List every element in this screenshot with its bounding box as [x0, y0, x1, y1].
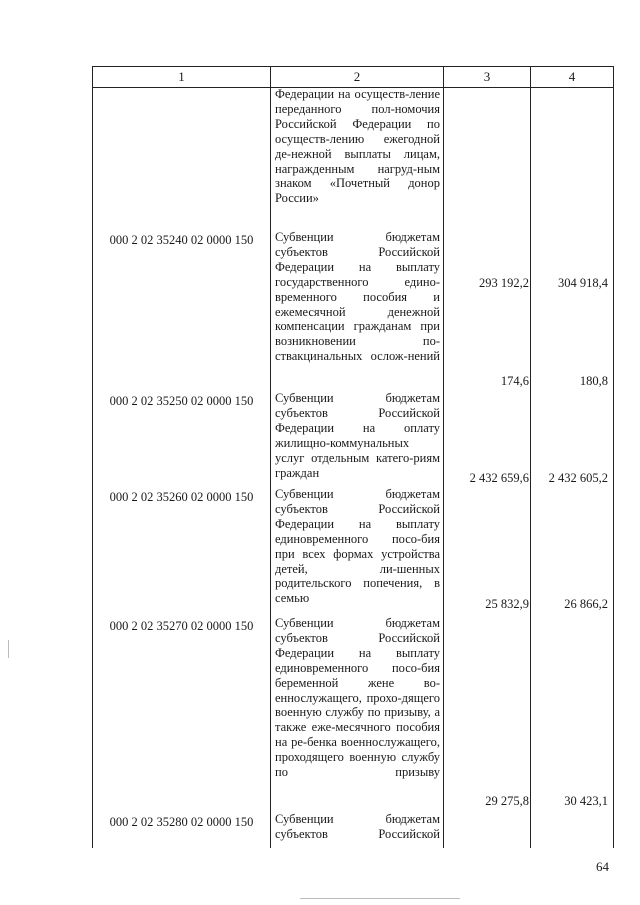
row-code: 000 2 02 35260 02 0000 150 [109, 490, 254, 504]
budget-table [92, 66, 614, 848]
row-code: 000 2 02 35280 02 0000 150 [109, 815, 254, 829]
column-divider [530, 67, 531, 848]
row-name: Субвенции бюджетам субъектов Российской Федерации на оплату жилищно-коммунальных услуг отдельным катего-риям граждан [275, 391, 440, 480]
row-code: 000 2 02 35240 02 0000 150 [109, 233, 254, 247]
row-name: Субвенции бюджетам субъектов Российской [275, 812, 440, 841]
header-col-2: 2 [353, 69, 361, 84]
row-value-col4: 30 423,1 [564, 794, 608, 808]
row-name: Субвенции бюджетам субъектов Российской Федерации на выплату единовременного посо-бия беременной жене во-еннослужащего, прохо-дящего военную службу по призыву, а также еже-месячного пособия на ре-бенка военнослужащего, проходящего военную службу по призыву [275, 616, 440, 780]
row-name: Субвенции бюджетам субъектов Российской Федерации на выплату государственного едино-временного пособия и ежемесячной денежной компенсации гражданам при возникновении по-ствакцинальных ослож-нений [275, 230, 440, 364]
row-name: Федерации на осуществ-ление переданного пол-номочия Российской Федерации по осуществ-лению ежегодной де-нежной выплаты лицам, награжденным нагруд-ным знаком «Почетный донор России» [275, 87, 440, 206]
column-divider [443, 67, 444, 848]
header-col-4: 4 [568, 69, 576, 84]
table-header [93, 67, 613, 88]
row-value-col3: 29 275,8 [485, 794, 529, 808]
row-value-col4: 304 918,4 [558, 276, 608, 290]
row-code: 000 2 02 35250 02 0000 150 [109, 394, 254, 408]
page-number: 64 [596, 859, 609, 874]
row-value-col4: 2 432 605,2 [548, 471, 608, 485]
row-code: 000 2 02 35270 02 0000 150 [109, 619, 254, 633]
row-value-col3: 25 832,9 [485, 597, 529, 611]
row-value-col3: 293 192,2 [479, 276, 529, 290]
header-col-1: 1 [178, 69, 185, 84]
scan-artifact [300, 898, 460, 899]
row-value-col3: 2 432 659,6 [469, 471, 529, 485]
column-divider [270, 67, 271, 848]
header-col-3: 3 [483, 69, 491, 84]
scan-artifact [8, 640, 9, 658]
row-value-col4: 26 866,2 [564, 597, 608, 611]
row-value-col4: 180,8 [579, 374, 608, 388]
row-value-col3: 174,6 [500, 374, 529, 388]
row-name: Субвенции бюджетам субъектов Российской Федерации на выплату единовременного посо-бия при всех формах устройства детей, ли-шенных родительского попечения, в семью [275, 487, 440, 606]
